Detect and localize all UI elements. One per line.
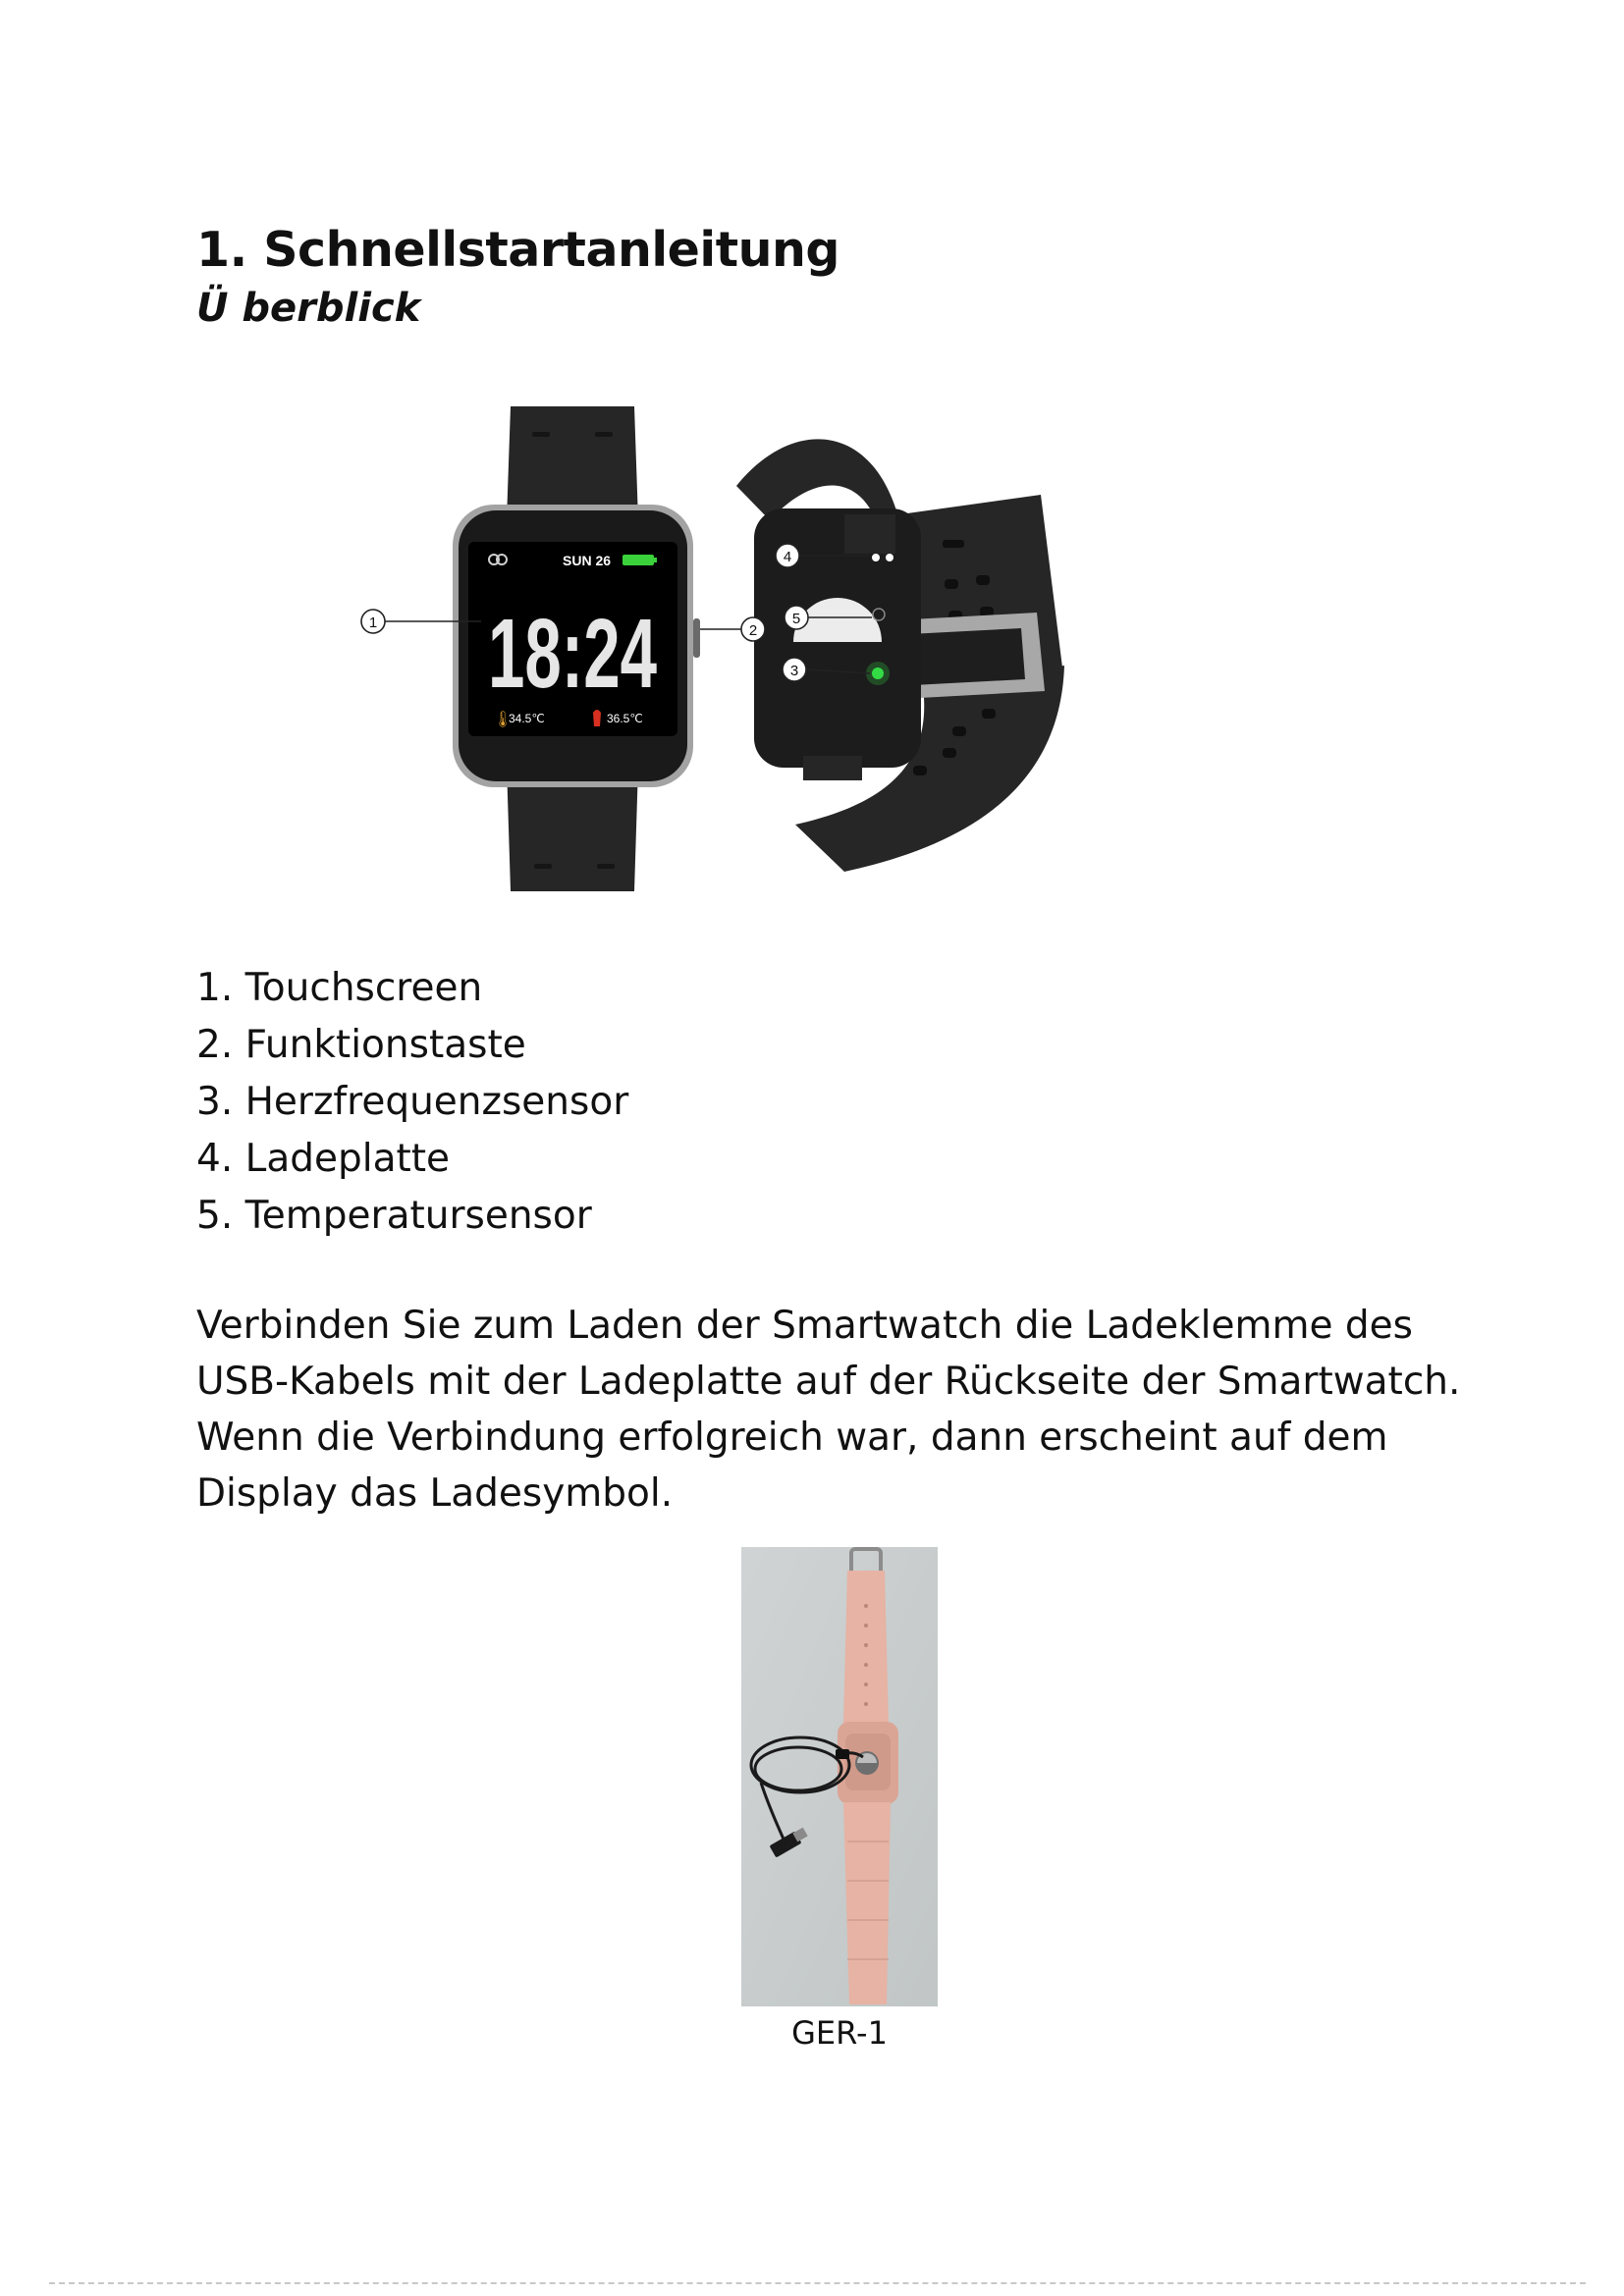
instructions-line: Verbinden Sie zum Laden der Smartwatch die Ladeklemme des: [196, 1304, 1413, 1348]
svg-text:3: 3: [789, 663, 799, 679]
list-item: 1. Touchscreen: [196, 966, 483, 1010]
instructions-line: Wenn die Verbindung erfolgreich war, dann erscheint auf dem: [196, 1415, 1388, 1460]
watch-back: [736, 439, 1064, 872]
instructions-line: Display das Ladesymbol.: [196, 1471, 674, 1516]
page-subtitle: Ü berblick: [196, 286, 421, 331]
instructions-line: USB-Kabels mit der Ladeplatte auf der Rückseite der Smartwatch.: [196, 1360, 1461, 1404]
list-item: 4. Ladeplatte: [196, 1137, 451, 1181]
page-title: 1. Schnellstartanleitung: [196, 222, 839, 278]
page-number: GER-1: [791, 2014, 888, 2052]
footer-divider: [49, 2282, 1586, 2284]
thermometer-icon: 🌡: [493, 712, 514, 728]
callout-2: [700, 617, 765, 641]
parts-list: [196, 960, 628, 1245]
svg-text:1: 1: [368, 614, 378, 631]
watch-screen-temp-right: 36.5℃: [607, 712, 643, 725]
list-item: 3. Herzfrequenzsensor: [196, 1080, 629, 1124]
svg-text:4: 4: [783, 549, 792, 565]
body-temperature-icon: [593, 710, 601, 726]
watch-screen-temp-left: 34.5℃: [509, 712, 545, 725]
charging-photo: [741, 1547, 938, 2006]
svg-text:5: 5: [791, 611, 801, 627]
watch-screen-time: 18:24: [488, 599, 658, 709]
list-item: 2. Funktionstaste: [196, 1023, 526, 1067]
watch-battery-icon: [623, 555, 657, 565]
list-item: 5. Temperatursensor: [196, 1194, 592, 1238]
smartwatch-overview-figure: [334, 393, 1218, 903]
charging-instructions: [196, 1298, 1473, 1522]
watch-screen-date: SUN 26: [563, 553, 612, 568]
svg-text:2: 2: [748, 622, 758, 639]
watch-front: [453, 406, 700, 891]
